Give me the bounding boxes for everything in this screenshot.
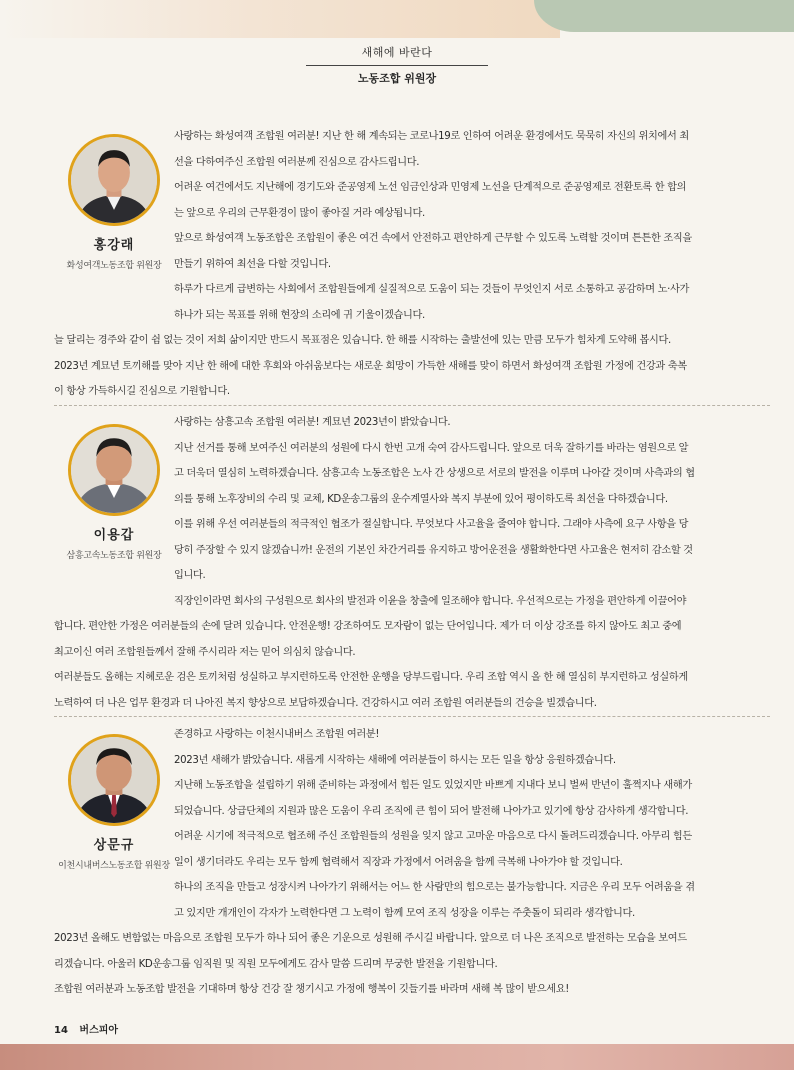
- text-line: 최고이신 여러 조합원들께서 잘해 주시리라 저는 믿어 의심치 않습니다.: [54, 646, 356, 658]
- greeting-section-1: [54, 124, 770, 405]
- text-line: 만들기 위하여 최선을 다할 것입니다.: [174, 258, 331, 270]
- header-title: 노동조합 위원장: [357, 72, 437, 85]
- person-portrait-3: [71, 737, 157, 823]
- text-line: 사랑하는 삼흥고속 조합원 여러분! 계묘년 2023년이 밝았습니다.: [174, 417, 451, 428]
- text-line: 당히 주장할 수 있지 않겠습니까! 운전의 기본인 차간거리를 유지하고 방어운전을 생활화한다면 사고율은 현저히 감소할 것: [174, 544, 693, 556]
- portrait-photo-2: [68, 424, 160, 516]
- text-line: 존경하고 사랑하는 이천시내버스 조합원 여러분!: [174, 729, 380, 740]
- person-title-3: 이천시내버스노동조합 위원장: [58, 861, 170, 871]
- page-header: [0, 44, 794, 86]
- text-line: 사랑하는 화성여객 조합원 여러분! 지난 한 해 계속되는 코로나19로 인하여 어려운 환경에서도 묵묵히 자신의 위치에서 최: [174, 131, 689, 142]
- text-line: 하나가 되는 목표를 위해 현장의 소리에 귀 기울이겠습니다.: [174, 309, 425, 321]
- greeting-section-2: [54, 410, 770, 716]
- profile-3: [54, 734, 174, 871]
- text-line: 합니다. 편안한 가정은 여러분들의 손에 달려 있습니다. 안전운행! 강조하여도 모자람이 없는 단어입니다. 제가 더 이상 강조를 하지 않아도 최고 중에: [54, 621, 682, 632]
- text-line: 이 항상 가득하시길 진심으로 기원합니다.: [54, 386, 230, 397]
- top-right-decoration: [534, 0, 794, 32]
- profile-1: [54, 134, 174, 271]
- header-kicker: 새해에 바란다: [361, 46, 433, 59]
- text-line: 는 앞으로 우리의 근무환경이 많이 좋아질 거라 예상됩니다.: [174, 207, 425, 219]
- text-line: 하나의 조직을 만들고 성장시켜 나아가기 위해서는 어느 한 사람만의 힘으로는 불가능합니다. 지금은 우리 모두 어려움을 겪: [174, 882, 695, 893]
- text-line: 일이 생기더라도 우리는 모두 함께 협력해서 직장과 가정에서 어려움을 함께 극복해 나아가야 할 것입니다.: [174, 856, 623, 868]
- page-footer: [54, 1021, 118, 1036]
- text-line: 리겠습니다. 아울러 KD운송그룹 임직원 및 직원 모두에게도 감사 말씀 드리며 무궁한 발전을 기원합니다.: [54, 958, 498, 970]
- person-name-1: 홍강래: [93, 238, 135, 253]
- message-body-1-full: [54, 328, 770, 405]
- text-line: 조합원 여러분과 노동조합 발전을 기대하며 항상 건강 잘 챙기시고 가정에 행복이 깃들기를 바라며 새해 복 많이 받으세요!: [54, 984, 570, 995]
- text-line: 고 더욱더 열심히 노력하겠습니다. 삼흥고속 노동조합은 노사 간 상생으로 서로의 발전을 이루며 나아갈 것이며 사측과의 협: [174, 468, 695, 479]
- text-line: 하루가 다르게 급변하는 사회에서 조합원들에게 실질적으로 도움이 되는 것들이 무엇인지 서로 소통하고 공감하며 노·사가: [174, 284, 689, 295]
- text-line: 고 있지만 개개인이 각자가 노력한다면 그 노력이 함께 모여 조직 성장을 이루는 주춧돌이 되리라 생각합니다.: [174, 907, 635, 919]
- person-portrait-2: [71, 427, 157, 513]
- text-line: 지난해 노동조합을 설립하기 위해 준비하는 과정에서 힘든 일도 있었지만 바쁘게 지내다 보니 벌써 반년이 훌쩍지나 새해가: [174, 780, 692, 791]
- text-line: 지난 선거를 통해 보여주신 여러분의 성원에 다시 한번 고개 숙여 감사드립니다. 앞으로 더욱 잘하기를 바라는 염원으로 알: [174, 442, 689, 454]
- person-title-2: 삼흥고속노동조합 위원장: [66, 551, 162, 561]
- section-divider-2: [54, 716, 770, 717]
- section-divider-1: [54, 405, 770, 406]
- text-line: 입니다.: [174, 570, 206, 581]
- portrait-photo-1: [68, 134, 160, 226]
- person-name-2: 이용갑: [93, 528, 135, 543]
- person-title-1: 화성여객노동조합 위원장: [66, 261, 162, 271]
- text-line: 이를 위해 우선 여러분들의 적극적인 협조가 절실합니다. 무엇보다 사고율을 줄여야 합니다. 그래야 사측에 요구 사항을 당: [174, 519, 689, 530]
- header-rule: [306, 65, 488, 66]
- profile-2: [54, 424, 174, 561]
- text-line: 의를 통해 노후장비의 수리 및 교체, KD운송그룹의 운수계열사와 복지 부분에 있어 평이하도록 최선을 다하겠습니다.: [174, 493, 668, 505]
- text-line: 앞으로 화성여객 노동조합은 조합원이 좋은 여건 속에서 안전하고 편안하게 근무할 수 있도록 노력할 것이며 튼튼한 조직을: [174, 233, 692, 244]
- magazine-name: 버스피아: [79, 1025, 119, 1036]
- text-line: 2023년 올해도 변함없는 마음으로 조합원 모두가 하나 되어 좋은 기운으로 성원해 주시길 바랍니다. 앞으로 더 나은 조직으로 발전하는 모습을 보여드: [54, 933, 687, 944]
- text-line: 직장인이라면 회사의 구성원으로 회사의 발전과 이윤을 창출에 일조해야 합니다. 우선적으로는 가정을 편안하게 이끌어야: [174, 595, 687, 607]
- person-name-3: 상문규: [93, 838, 135, 853]
- text-line: 여러분들도 올해는 지혜로운 검은 토끼처럼 성실하고 부지런하도록 안전한 운행을 당부드립니다. 우리 조합 역시 올 한 해 열심히 부지런하고 성실하게: [54, 672, 688, 683]
- message-body-3-full: [54, 926, 770, 1003]
- text-line: 되었습니다. 상급단체의 지원과 많은 도움이 우리 조직에 큰 힘이 되어 발전해 나아가고 있기에 항상 감사하게 생각합니다.: [174, 805, 689, 817]
- portrait-photo-3: [68, 734, 160, 826]
- text-line: 늘 달리는 경주와 같이 쉼 없는 것이 저희 삶이지만 반드시 목표점은 있습니다. 한 해를 시작하는 출발선에 있는 만큼 모두가 힘차게 도약해 봅시다.: [54, 335, 671, 346]
- text-line: 2023년 새해가 밝았습니다. 새롭게 시작하는 새해에 여러분들이 하시는 모든 일을 항상 응원하겠습니다.: [174, 754, 616, 766]
- text-line: 노력하여 더 나은 업무 환경과 더 나아진 복지 향상으로 보답하겠습니다. 건강하시고 여러 조합원 여러분들의 건승을 빌겠습니다.: [54, 697, 597, 709]
- text-line: 2023년 계묘년 토끼해를 맞아 지난 한 해에 대한 후회와 아쉬움보다는 새로운 희망이 가득한 새해를 맞이 하면서 화성여객 조합원 가정에 건강과 축복: [54, 360, 687, 372]
- text-line: 선을 다하여주신 조합원 여러분께 진심으로 감사드립니다.: [174, 156, 420, 168]
- person-portrait-1: [71, 137, 157, 223]
- bottom-decoration-band: [0, 1044, 794, 1070]
- message-body-2-full: [54, 614, 770, 716]
- text-line: 어려운 여건에서도 지난해에 경기도와 준공영제 노선 임금인상과 민영제 노선을 단계적으로 준공영제로 전환토록 한 합의: [174, 182, 687, 193]
- top-decoration-band: [0, 0, 560, 38]
- greeting-section-3: [54, 722, 770, 1003]
- text-line: 어려운 시기에 적극적으로 협조해 주신 조합원들의 성원을 잊지 않고 고마운 마음으로 다시 돌려드리겠습니다. 아무리 힘든: [174, 831, 692, 842]
- page-number: 14: [54, 1025, 68, 1036]
